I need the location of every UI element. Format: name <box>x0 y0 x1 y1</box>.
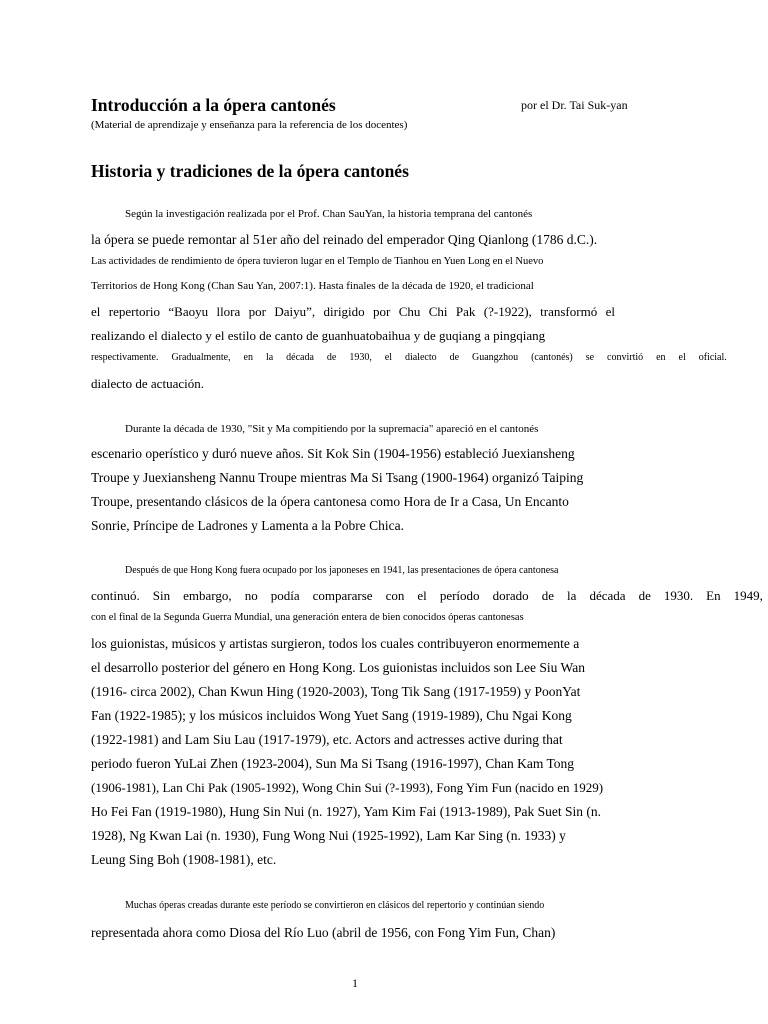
word: de <box>449 352 460 363</box>
document-subtitle: (Material de aprendizaje y enseñanza para la referencia de los docentes) <box>91 119 408 131</box>
word: de <box>326 352 337 363</box>
paragraph-line: 1928), Ng Kwan Lai (n. 1930), Fung Wong Nui (1925-1992), Lam Kar Sing (n. 1933) y <box>91 828 566 843</box>
paragraph-line: Durante la década de 1930, "Sit y Ma compitiendo por la supremacía" apareció en el cantonés <box>125 423 539 435</box>
paragraph-line: Troupe, presentando clásicos de la ópera cantonesa como Hora de Ir a Casa, Un Encanto <box>91 494 569 509</box>
word: de <box>638 588 651 603</box>
word: Sin <box>152 588 171 603</box>
word: la <box>265 352 274 363</box>
word: respectivamente. <box>91 352 159 363</box>
author-line: por el Dr. Tai Suk-yan <box>521 98 628 112</box>
word: no <box>244 588 258 603</box>
paragraph-line: Sonrie, Príncipe de Ladrones y Lamenta a la Pobre Chica. <box>91 518 405 533</box>
paragraph-line: representada ahora como Diosa del Río Luo (abril de 1956, con Fong Yim Fun, Chan) <box>91 925 556 940</box>
word: período <box>439 588 480 603</box>
paragraph-line <box>91 352 727 363</box>
paragraph-line: Leung Sing Boh (1908-1981), etc. <box>91 852 277 867</box>
paragraph-line <box>91 588 763 604</box>
word: podía <box>270 588 300 603</box>
paragraph-line: Las actividades de rendimiento de ópera tuvieron lugar en el Templo de Tianhou en Yuen Long en el Nuevo <box>91 256 544 267</box>
word: por <box>248 304 266 319</box>
word: en <box>656 352 666 363</box>
paragraph-line: los guionistas, músicos y artistas surgieron, todos los cuales contribuyeron enormemente a <box>91 636 580 651</box>
paragraph-line: periodo fueron YuLai Zhen (1923-2004), Sun Ma Si Tsang (1916-1997), Chan Kam Tong <box>91 756 575 771</box>
word: la <box>567 588 577 603</box>
word: oficial. <box>698 352 727 363</box>
word: 1930. <box>663 588 694 603</box>
word: Guangzhou <box>472 352 519 363</box>
paragraph-line <box>91 304 615 320</box>
paragraph-line: Ho Fei Fan (1919-1980), Hung Sin Nui (n. 1927), Yam Kim Fai (1913-1989), Pak Suet Sin (n. <box>91 804 601 819</box>
word: 1930, <box>349 352 372 363</box>
word: el <box>91 304 101 319</box>
paragraph-line: la ópera se puede remontar al 51er año del reinado del emperador Qing Qianlong (1786 d.C.). <box>91 232 598 247</box>
page-number: 1 <box>352 976 358 990</box>
paragraph-line: (1922-1981) and Lam Siu Lau (1917-1979), etc. Actors and actresses active during that <box>91 732 563 747</box>
word: Gradualmente, <box>171 352 231 363</box>
word: Pak <box>455 304 476 319</box>
paragraph-line: Según la investigación realizada por el Prof. Chan SauYan, la historia temprana del cantonés <box>125 208 533 220</box>
word: convirtió <box>607 352 644 363</box>
document-title: Introducción a la ópera cantonés <box>91 95 336 115</box>
word: dirigido <box>323 304 365 319</box>
word: llora <box>216 304 241 319</box>
word: de <box>541 588 554 603</box>
word: en <box>243 352 253 363</box>
paragraph-line: dialecto de actuación. <box>91 376 204 391</box>
paragraph-line: realizando el dialecto y el estilo de canto de guanhuatobaihua y de guqiang a pingqiang <box>91 328 546 343</box>
paragraph-line: Troupe y Juexiansheng Nannu Troupe mientras Ma Si Tsang (1900-1964) organizó Taiping <box>91 470 584 485</box>
word: En <box>706 588 721 603</box>
word: dorado <box>492 588 529 603</box>
word: el <box>417 588 427 603</box>
word: transformó <box>540 304 598 319</box>
paragraph-line: Muchas óperas creadas durante este período se convirtieron en clásicos del repertorio y continúan siendo <box>125 900 545 911</box>
word: continuó. <box>91 588 140 603</box>
word: embargo, <box>183 588 232 603</box>
word: con <box>385 588 405 603</box>
word: el <box>605 304 615 319</box>
paragraph-line: escenario operístico y duró nueve años. Sit Kok Sin (1904-1956) estableció Juexiansheng <box>91 446 575 461</box>
word: “Baoyu <box>168 304 209 319</box>
word: década <box>589 588 626 603</box>
word: el <box>384 352 392 363</box>
paragraph-line: Fan (1922-1985); y los músicos incluidos Wong Yuet Sang (1919-1989), Chu Ngai Kong <box>91 708 572 723</box>
word: el <box>678 352 686 363</box>
word: compararse <box>312 588 373 603</box>
section-heading: Historia y tradiciones de la ópera cantonés <box>91 161 409 181</box>
word: por <box>373 304 391 319</box>
word: Chu <box>398 304 421 319</box>
paragraph-line: (1916- circa 2002), Chan Kwun Hing (1920-2003), Tong Tik Sang (1917-1959) y PoonYat <box>91 684 581 699</box>
paragraph-line: (1906-1981), Lan Chi Pak (1905-1992), Wong Chin Sui (?-1993), Fong Yim Fun (nacido en 1929) <box>91 780 604 795</box>
paragraph-line: Después de que Hong Kong fuera ocupado por los japoneses en 1941, las presentaciones de ópera cantonesa <box>125 565 559 576</box>
word: (cantonés) <box>531 352 573 363</box>
word: Chi <box>428 304 448 319</box>
word: repertorio <box>108 304 161 319</box>
word: (?-1922), <box>483 304 532 319</box>
word: se <box>585 352 595 363</box>
paragraph-line: Territorios de Hong Kong (Chan Sau Yan, 2007:1). Hasta finales de la década de 1920, el tradicional <box>91 280 534 292</box>
paragraph-line: con el final de la Segunda Guerra Mundial, una generación entera de bien conocidos óperas cantonesas <box>91 612 524 623</box>
word: Daiyu”, <box>274 304 316 319</box>
word: década <box>286 352 314 363</box>
paragraph-line: el desarrollo posterior del género en Hong Kong. Los guionistas incluidos son Lee Siu Wan <box>91 660 585 675</box>
word: 1949, <box>733 588 763 603</box>
word: dialecto <box>404 352 437 363</box>
